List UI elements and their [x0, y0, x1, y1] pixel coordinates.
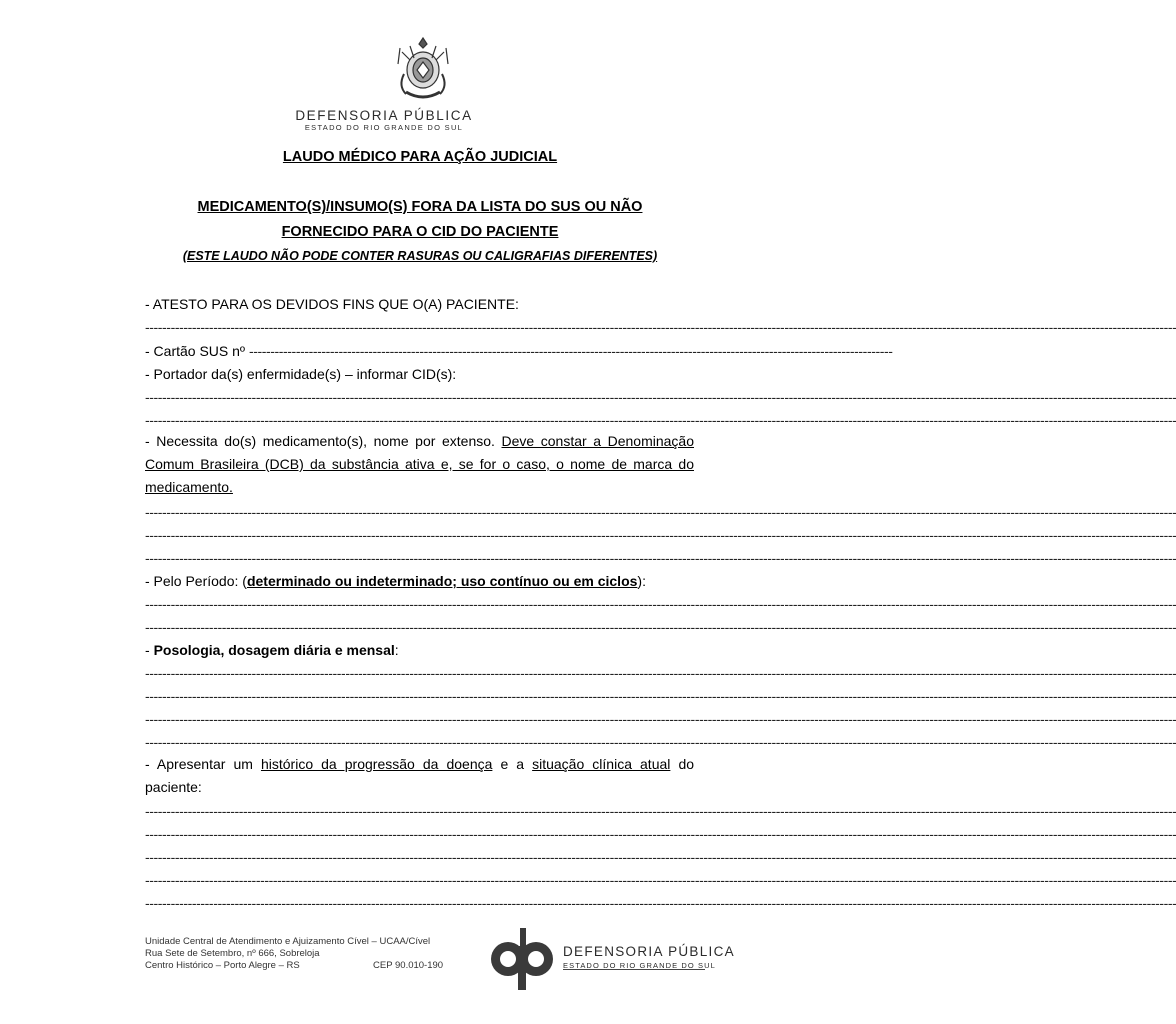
header-brand: DEFENSORIA PÚBLICA: [295, 108, 473, 123]
necessita-underlined: Deve constar a Denominação Comum Brasileira (DCB) da substância ativa e, se for o caso, o nome de marca do medicamento.: [145, 433, 694, 495]
cartao-sus-fill-line: -------------------------------------------------------------------------------------------------------------------------------------------------------: [248, 343, 893, 359]
apresentar-text-2: e a: [500, 756, 525, 772]
fill-line: [145, 620, 688, 634]
fill-line: [145, 873, 693, 887]
posologia-suffix: :: [394, 642, 399, 658]
apresentar-text-1: - Apresentar um: [145, 756, 253, 772]
fill-line: [145, 689, 693, 703]
fill-line: [145, 597, 688, 611]
periodo-bold: determinado ou indeterminado; uso contínuo ou em ciclos: [246, 573, 638, 589]
periodo-row: [145, 572, 646, 590]
fill-line: [145, 390, 693, 404]
fill-line: [145, 320, 688, 334]
fill-line: [145, 712, 688, 726]
footer-brand: DEFENSORIA PÚBLICA: [563, 944, 735, 959]
apresentar-underlined-1: histórico da progressão da doença: [260, 756, 493, 772]
posologia-bold: Posologia, dosagem diária e mensal: [153, 642, 395, 658]
periodo-prefix: - Pelo Período: (: [145, 573, 247, 589]
defensoria-logo-icon: [486, 928, 558, 990]
document-title: LAUDO MÉDICO PARA AÇÃO JUDICIAL: [282, 149, 558, 165]
footer-address-line2: Rua Sete de Setembro, nº 666, Sobreloja: [145, 948, 320, 959]
cartao-sus-row: [145, 342, 893, 360]
apresentar-paragraph: [145, 753, 694, 799]
coat-of-arms-icon: [392, 34, 454, 106]
necessita-paragraph: [145, 430, 694, 499]
warning-note: (ESTE LAUDO NÃO PODE CONTER RASURAS OU CALIGRAFIAS DIFERENTES): [182, 249, 658, 263]
fill-line: [145, 827, 693, 841]
document-subtitle-line2: FORNECIDO PARA O CID DO PACIENTE: [281, 224, 559, 240]
header-brand-subtitle: ESTADO DO RIO GRANDE DO SUL: [304, 123, 464, 132]
footer-cep: CEP 90.010-190: [373, 960, 444, 971]
fill-line: [145, 735, 693, 749]
fill-line: [145, 528, 693, 542]
posologia-prefix: -: [145, 642, 154, 658]
fill-line: [145, 666, 693, 680]
apresentar-underlined-2: situação clínica atual: [532, 756, 671, 772]
fill-line: [145, 896, 693, 910]
apresentar-text-3: do paciente:: [145, 756, 695, 795]
fill-line: [145, 804, 693, 818]
footer-address-line3: Centro Histórico – Porto Alegre – RS: [145, 960, 300, 971]
document-subtitle-line1: MEDICAMENTO(S)/INSUMO(S) FORA DA LISTA DO SUS OU NÃO: [197, 199, 643, 215]
periodo-suffix: ):: [637, 573, 646, 589]
fill-line: [145, 505, 693, 519]
footer-address-line1: Unidade Central de Atendimento e Ajuizamento Cível – UCAA/Cível: [145, 936, 431, 947]
posologia-row: [145, 641, 399, 659]
footer-brand-subtitle: ESTADO DO RIO GRANDE DO SUL: [563, 961, 716, 970]
portador-label: - Portador da(s) enfermidade(s) – informar CID(s):: [145, 366, 457, 382]
necessita-intro: - Necessita do(s) medicamento(s), nome por extenso.: [145, 433, 495, 449]
atesto-label: - ATESTO PARA OS DEVIDOS FINS QUE O(A) PACIENTE:: [145, 296, 519, 312]
cartao-sus-label: - Cartão SUS nº: [145, 343, 246, 359]
fill-line: [145, 551, 693, 565]
fill-line: [145, 850, 693, 864]
fill-line: [145, 413, 688, 427]
